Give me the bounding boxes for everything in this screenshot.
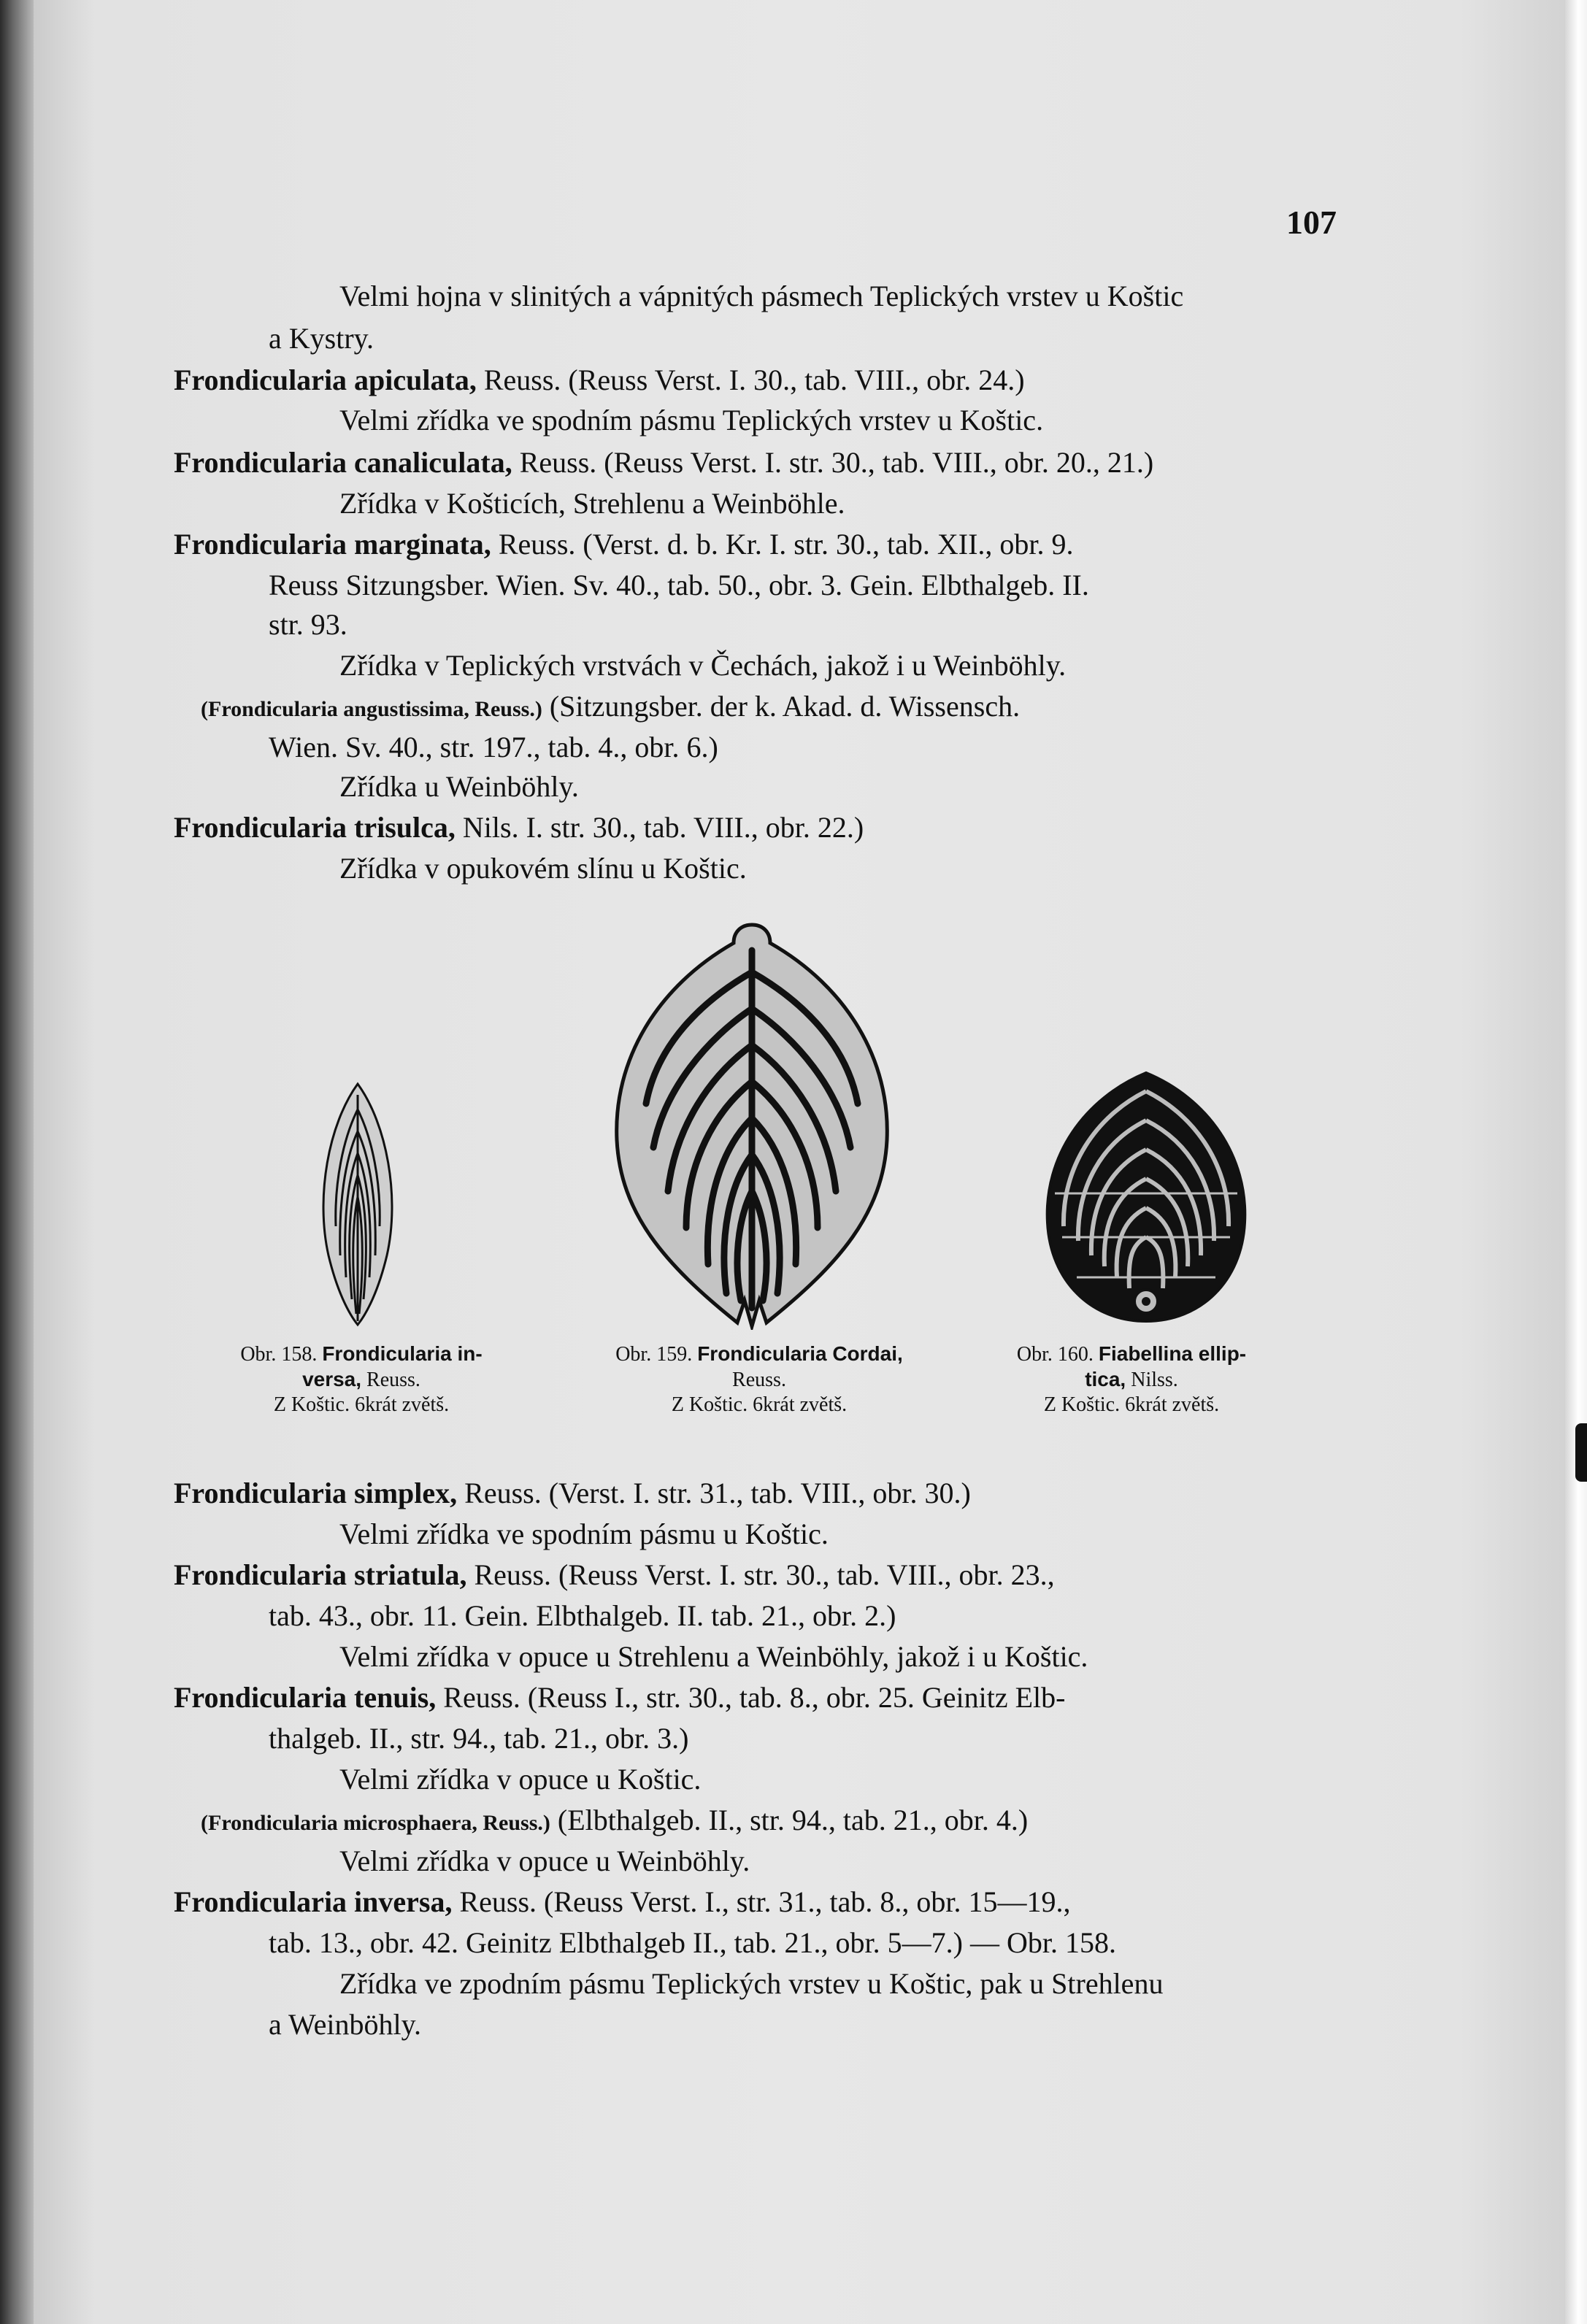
text-run: a Kystry.	[269, 322, 374, 355]
caption-species-cont: tica,	[1085, 1368, 1126, 1390]
species-name: Frondicularia tenuis,	[174, 1681, 437, 1714]
text-line	[339, 400, 1043, 441]
text-run: Zřídka u Weinböhly.	[339, 770, 579, 803]
text-run: Velmi zřídka v opuce u Koštic.	[339, 1763, 702, 1796]
caption-label: Obr. 158.	[240, 1343, 318, 1366]
caption-fig-159	[569, 1342, 949, 1417]
text-run: Reuss Sitzungsber. Wien. Sv. 40., tab. 50., obr. 3. Gein. Elbthalgeb. II.	[269, 569, 1089, 601]
text-run: str. 93.	[269, 608, 347, 641]
text-line	[174, 1473, 971, 1514]
text-run: thalgeb. II., str. 94., tab. 21., obr. 3.)	[269, 1722, 689, 1755]
text-run: Zřídka v opukovém slínu u Koštic.	[339, 852, 747, 885]
text-run: Reuss. (Verst. d. b. Kr. I. str. 30., tab. XII., obr. 9.	[491, 528, 1074, 561]
caption-origin: Z Koštic. 6krát zvětš.	[671, 1393, 848, 1416]
text-line	[269, 565, 1089, 606]
species-name: Frondicularia striatula,	[174, 1558, 467, 1591]
species-name: Frondicularia simplex,	[174, 1477, 458, 1509]
text-run: Reuss. (Reuss I., str. 30., tab. 8., obr. 25. Geinitz Elb-	[436, 1681, 1066, 1714]
caption-label: Obr. 159.	[615, 1343, 693, 1366]
text-line	[339, 766, 579, 807]
text-line	[339, 848, 747, 889]
text-run: a Weinböhly.	[269, 2008, 421, 2041]
text-line	[339, 483, 845, 524]
text-line	[339, 1841, 750, 1882]
text-line	[269, 604, 347, 645]
text-line	[174, 442, 1153, 483]
text-line	[174, 524, 1074, 565]
text-line	[269, 318, 374, 359]
text-run: Velmi zřídka v opuce u Strehlenu a Weinböhly, jakož i u Koštic.	[339, 1640, 1088, 1673]
text-run: Velmi zřídka ve spodním pásmu u Koštic.	[339, 1517, 829, 1550]
species-name: (Frondicularia microsphaera, Reuss.)	[201, 1811, 550, 1835]
text-line	[174, 360, 1025, 401]
species-name: (Frondicularia angustissima, Reuss.)	[201, 697, 542, 721]
text-run: Nils. I. str. 30., tab. VIII., obr. 22.)	[455, 811, 864, 844]
text-run: Reuss. (Verst. I. str. 31., tab. VIII., obr. 30.)	[457, 1477, 971, 1509]
text-line	[339, 276, 1183, 317]
text-line	[174, 1677, 1065, 1718]
caption-fig-160	[978, 1342, 1285, 1417]
text-run: Wien. Sv. 40., str. 197., tab. 4., obr. 6.)	[269, 731, 718, 763]
figure-158-illustration	[314, 1080, 401, 1328]
text-line	[201, 1800, 1028, 1844]
text-line	[269, 2004, 421, 2045]
caption-origin: Z Koštic. 6krát zvětš.	[1043, 1393, 1220, 1416]
text-run: tab. 43., obr. 11. Gein. Elbthalgeb. II. tab. 21., obr. 2.)	[269, 1599, 896, 1632]
text-run: (Elbthalgeb. II., str. 94., tab. 21., obr. 4.)	[550, 1804, 1029, 1836]
caption-origin: Z Koštic. 6krát zvětš.	[273, 1393, 450, 1416]
caption-author: Reuss.	[361, 1369, 420, 1391]
caption-author: Reuss.	[732, 1369, 786, 1391]
text-line	[339, 645, 1066, 686]
species-name: Frondicularia inversa,	[174, 1885, 453, 1918]
text-line	[339, 1636, 1088, 1677]
text-line	[339, 1514, 829, 1555]
text-run: Velmi zřídka ve spodním pásmu Teplických vrstev u Koštic.	[339, 404, 1044, 436]
text-line	[269, 1718, 688, 1759]
page-number: 107	[1286, 204, 1337, 241]
species-name: Frondicularia marginata,	[174, 528, 491, 561]
text-line	[269, 727, 718, 768]
scan-edge-left	[0, 0, 34, 2324]
text-run: Reuss. (Reuss Verst. I. str. 30., tab. VIII., obr. 23.,	[466, 1558, 1055, 1591]
text-run: (Sitzungsber. der k. Akad. d. Wissensch.	[542, 690, 1021, 723]
text-line	[269, 1923, 1116, 1963]
text-run: Velmi zřídka v opuce u Weinböhly.	[339, 1844, 750, 1877]
figure-159-illustration	[606, 921, 898, 1330]
text-run: Zřídka ve zpodním pásmu Teplických vrstev u Koštic, pak u Strehlenu	[339, 1967, 1164, 2000]
caption-species: Frondicularia in-	[322, 1342, 483, 1365]
species-name: Frondicularia trisulca,	[174, 811, 456, 844]
caption-species-cont: versa,	[302, 1368, 362, 1390]
text-line	[174, 1882, 1071, 1923]
text-line	[201, 686, 1020, 730]
species-name: Frondicularia apiculata,	[174, 363, 477, 396]
caption-fig-158	[208, 1342, 515, 1417]
text-run: Zřídka v Teplických vrstvách v Čechách, jakož i u Weinböhly.	[339, 649, 1067, 682]
species-name: Frondicularia canaliculata,	[174, 446, 512, 479]
caption-author: Nilss.	[1126, 1369, 1178, 1391]
text-line	[174, 807, 864, 848]
figure-160-illustration	[1040, 1069, 1252, 1325]
caption-species: Fiabellina ellip-	[1098, 1342, 1247, 1365]
text-run: tab. 13., obr. 42. Geinitz Elbthalgeb II., tab. 21., obr. 5—7.) — Obr. 158.	[269, 1926, 1116, 1959]
caption-species: Frondicularia Cordai,	[697, 1342, 903, 1365]
text-line	[339, 1963, 1163, 2004]
text-run: Reuss. (Reuss Verst. I. str. 30., tab. VIII., obr. 20., 21.)	[512, 446, 1154, 479]
text-line	[269, 1596, 896, 1636]
thumb-mark	[1575, 1423, 1587, 1482]
caption-label: Obr. 160.	[1016, 1343, 1094, 1366]
text-run: Reuss. (Reuss Verst. I., str. 31., tab. 8., obr. 15—19.,	[452, 1885, 1071, 1918]
text-line	[174, 1555, 1055, 1596]
scan-edge-right	[1565, 0, 1587, 2324]
text-run: Zřídka v Košticích, Strehlenu a Weinböhle.	[339, 487, 845, 520]
text-run: Velmi hojna v slinitých a vápnitých pásmech Teplických vrstev u Koštic	[339, 280, 1184, 312]
text-run: Reuss. (Reuss Verst. I. 30., tab. VIII., obr. 24.)	[476, 363, 1025, 396]
text-line	[339, 1759, 701, 1800]
